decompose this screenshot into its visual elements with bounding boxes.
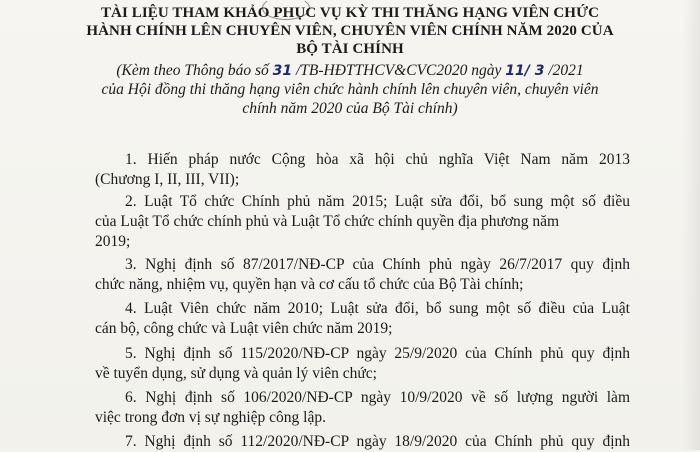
handwritten-notice-number: 31 — [272, 63, 293, 79]
subtitle-line-1 — [30, 61, 670, 81]
list-item-first-line: 3. Nghị định số 87/2017/NĐ-CP của Chính phủ ngày 26/7/2017 quy định — [125, 256, 630, 273]
title-line-1: TÀI LIỆU THAM KHẢO PHỤC VỤ KỲ THI THĂNG HẠNG VIÊN CHỨC — [100, 5, 600, 21]
subtitle-mid: /TB-HĐTTHCV&CVC2020 ngày — [292, 62, 506, 79]
list-item — [95, 192, 630, 252]
list-item-first-line: 7. Nghị định số 112/2020/NĐ-CP ngày 18/9/2020 của Chính phủ quy định — [125, 433, 630, 450]
list-item-line: cán bộ, công chức và Luật viên chức năm 2019; — [95, 320, 393, 337]
list-item — [95, 432, 630, 452]
list-item — [95, 299, 630, 339]
list-item-line: (Chương I, II, III, VII); — [95, 171, 240, 188]
list-item-line: của Luật Tổ chức chính phủ và Luật Tổ chức chính quyền địa phương năm — [95, 213, 560, 230]
list-item-first-line: 4. Luật Viên chức năm 2010; Luật sửa đổi, bổ sung một số điều của Luật — [125, 300, 630, 317]
list-item-line: việc trong đơn vị sự nghiệp công lập. — [95, 409, 326, 426]
list-item-line: về tuyển dụng, sử dụng và quản lý viên chức; — [95, 365, 377, 382]
subtitle-line-2: của Hội đồng thi thăng hạng viên chức hành chính lên chuyên viên, chuyên viên — [101, 81, 599, 98]
list-item-first-line: 6. Nghị định số 106/2020/NĐ-CP ngày 10/9/2020 về số lượng người làm — [125, 389, 630, 406]
title-line-3: BỘ TÀI CHÍNH — [296, 41, 404, 57]
subtitle-line-3: chính năm 2020 của Bộ Tài chính) — [242, 100, 458, 117]
list-item — [95, 388, 630, 428]
list-item-line: chức năng, nhiệm vụ, quyền hạn và cơ cấu tổ chức của Bộ Tài chính; — [95, 276, 524, 293]
subtitle-prefix: (Kèm theo Thông báo số — [116, 62, 273, 79]
list-item-line: 2019; — [95, 233, 131, 250]
handwritten-date: 11/ 3 — [505, 63, 545, 79]
list-item-first-line: 2. Luật Tổ chức Chính phủ năm 2015; Luật sửa đổi, bổ sung một số điều — [125, 193, 630, 210]
list-item-first-line: 1. Hiến pháp nước Cộng hòa xã hội chủ nghĩa Việt Nam năm 2013 — [125, 151, 630, 168]
list-item — [95, 255, 630, 295]
page-edge-shadow — [682, 0, 700, 450]
title-line-2: HÀNH CHÍNH LÊN CHUYÊN VIÊN, CHUYÊN VIÊN CHÍNH NĂM 2020 CỦA — [86, 23, 614, 39]
list-item — [95, 150, 630, 190]
subtitle-suffix: /2021 — [544, 62, 584, 79]
list-item — [95, 344, 630, 384]
list-item-first-line: 5. Nghị định số 115/2020/NĐ-CP ngày 25/9/2020 của Chính phủ quy định — [125, 345, 630, 362]
